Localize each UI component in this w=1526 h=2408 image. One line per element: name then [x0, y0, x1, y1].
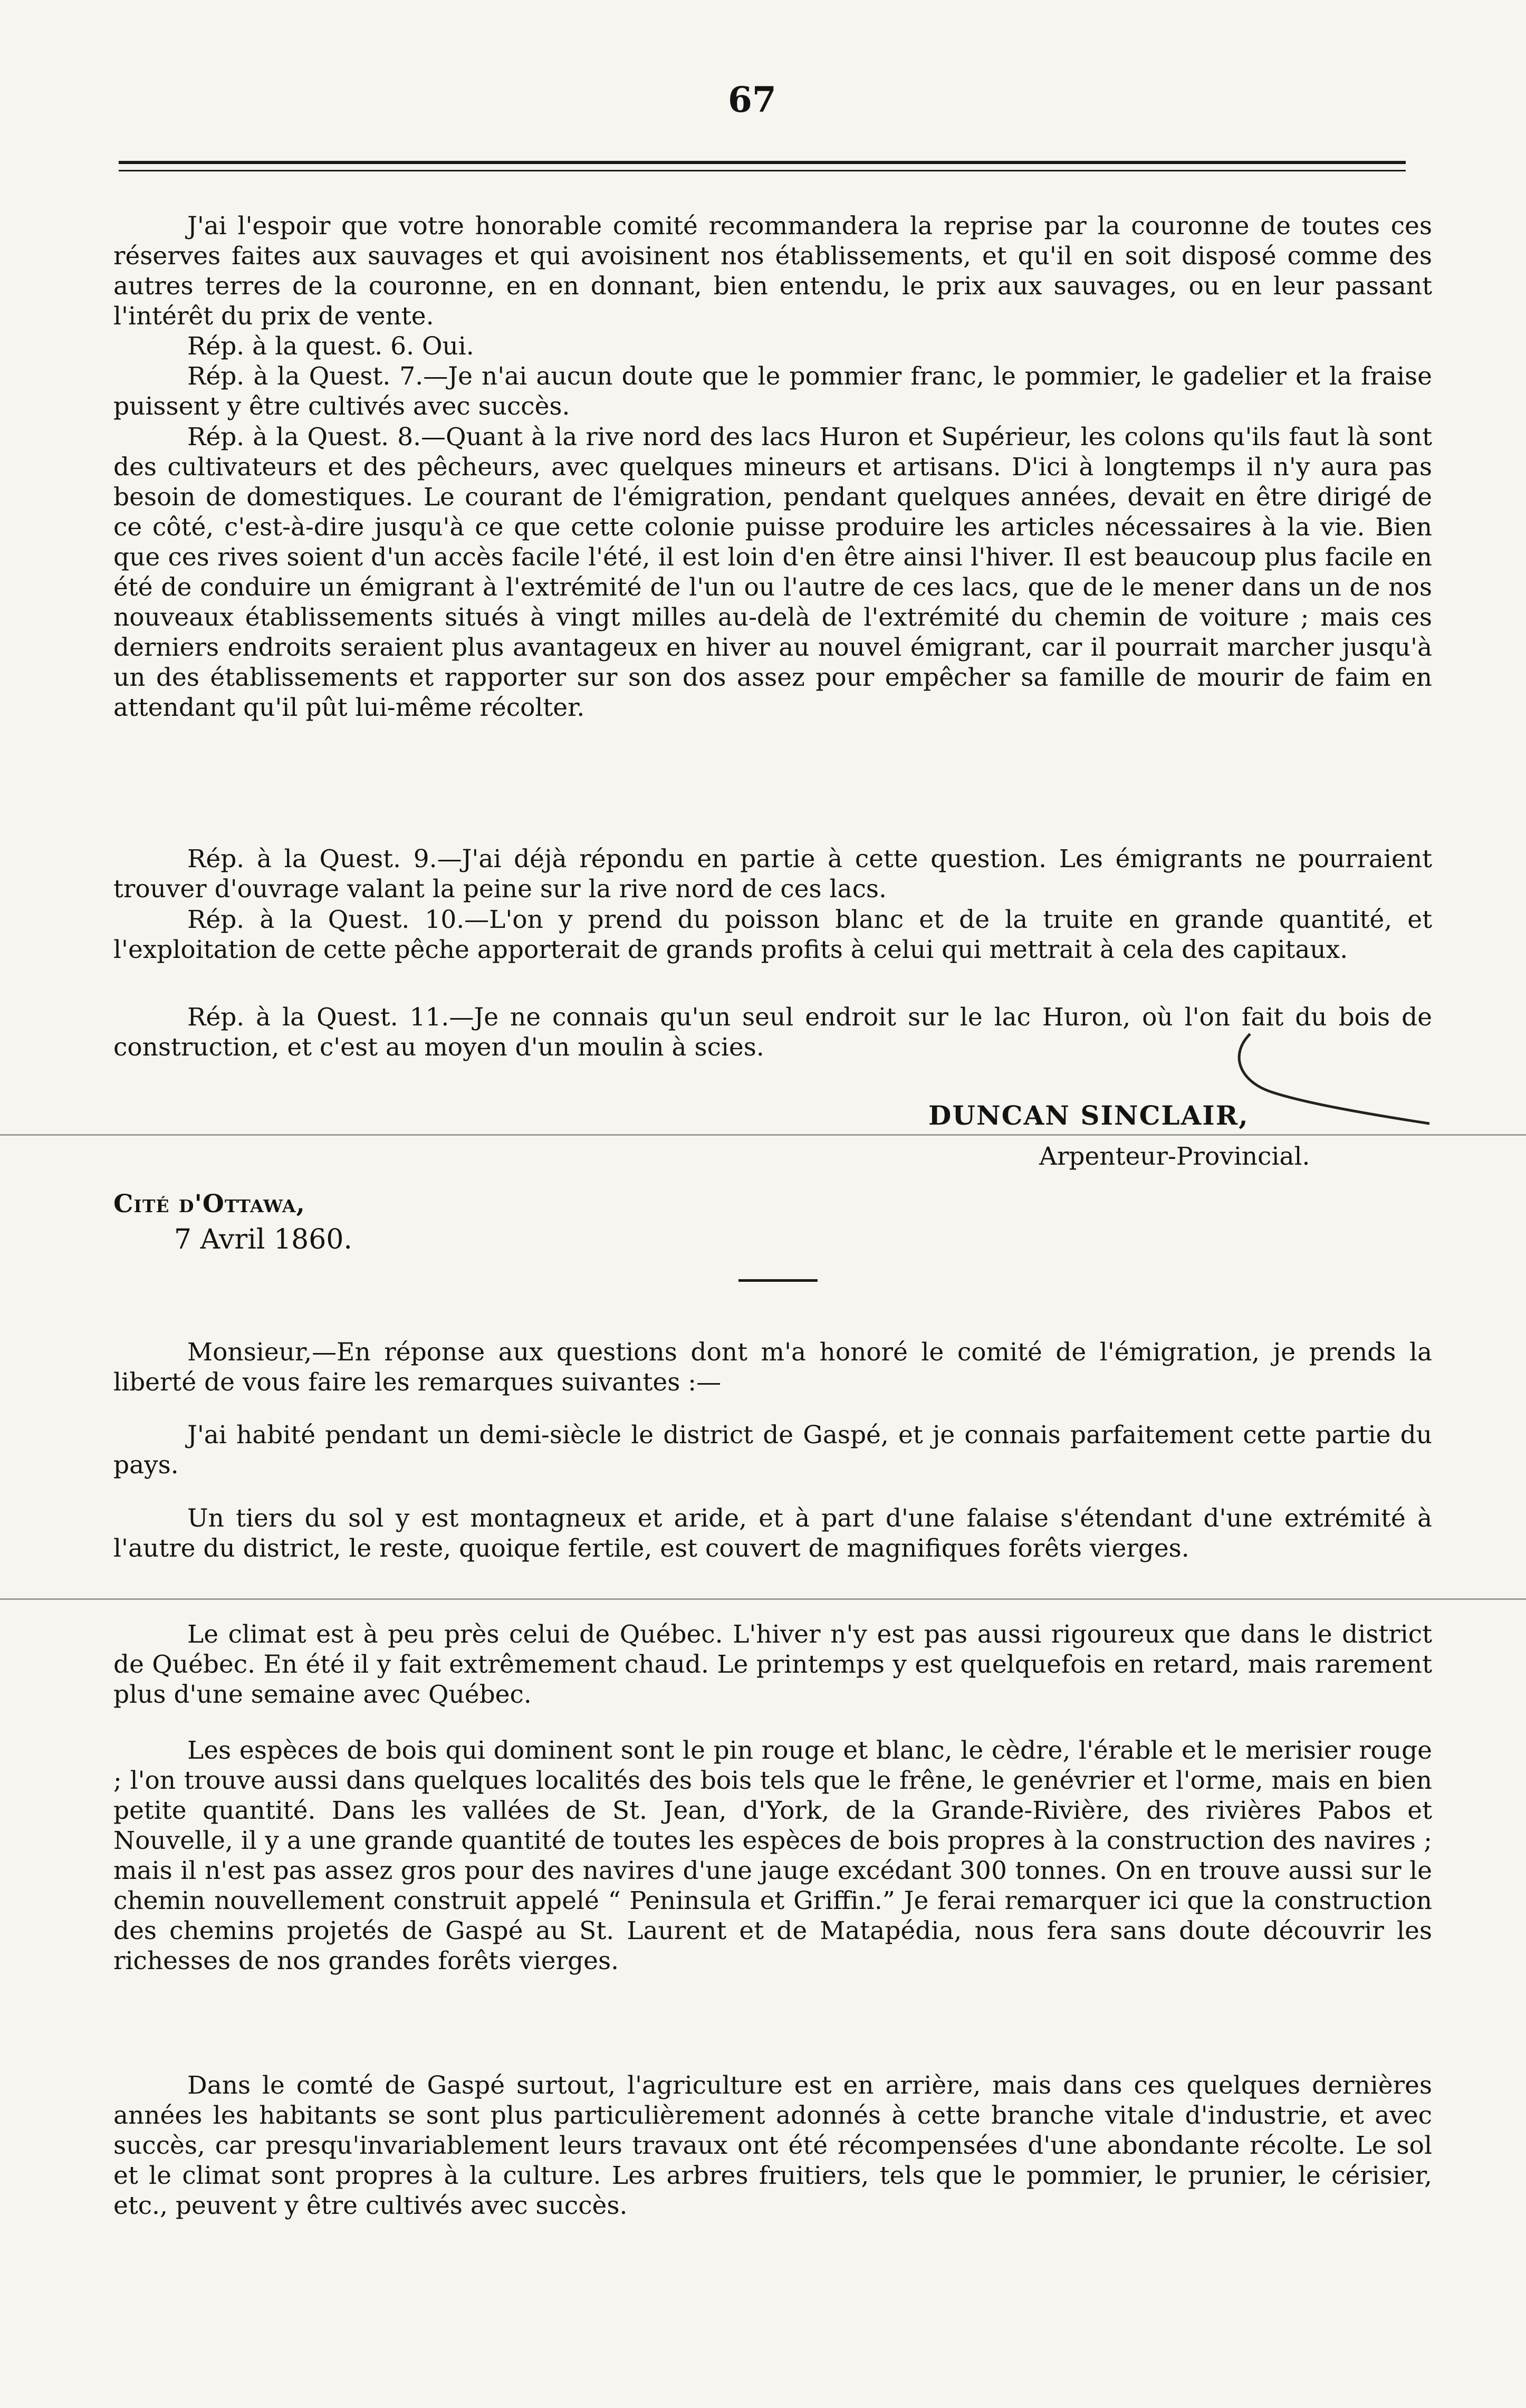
section-separator: [738, 1279, 818, 1282]
fold-line: [0, 1598, 1526, 1600]
header-rule-thick: [119, 161, 1406, 164]
answer-7: Rép. à la Quest. 7.—Je n'ai aucun doute que le pommier franc, le pommier, le gadelier et la fraise puissent y être cultivés avec succès.: [113, 362, 1432, 421]
answer-11: Rép. à la Quest. 11.—Je ne connais qu'un seul endroit sur le lac Huron, où l'on fait du bois de construction, et c'est au moyen d'un moulin à scies.: [113, 1003, 1432, 1062]
pen-flourish-icon: [1229, 1023, 1440, 1129]
answer-6: Rép. à la quest. 6. Oui.: [187, 332, 474, 361]
header-rule-thin: [119, 170, 1406, 171]
signature-name: DUNCAN SINCLAIR,: [928, 1100, 1249, 1131]
paragraph-terrain: Un tiers du sol y est montagneux et aride, et à part d'une falaise s'étendant d'une extrémité à l'autre du district, le reste, quoique fertile, est couvert de magnifiques forêts vierges.: [113, 1504, 1432, 1563]
fold-line: [0, 1134, 1526, 1136]
answer-10: Rép. à la Quest. 10.—L'on y prend du poisson blanc et de la truite en grande quantité, et l'exploitation de cette pêche apporterait de grands profits à celui qui mettrait à cela des capitaux.: [113, 905, 1432, 964]
page-number: 67: [728, 79, 776, 120]
paragraph-habitation: J'ai habité pendant un demi-siècle le district de Gaspé, et je connais parfaitement cette partie du pays.: [113, 1421, 1432, 1480]
paragraph-climat: Le climat est à peu près celui de Québec. L'hiver n'y est pas aussi rigoureux que dans le district de Québec. En été il y fait extrêmement chaud. Le printemps y est quelquefois en retard, mais rarement plus d'une semaine avec Québec.: [113, 1620, 1432, 1709]
answer-8: Rép. à la Quest. 8.—Quant à la rive nord des lacs Huron et Supérieur, les colons qu'ils faut là sont des cultivateurs et des pêcheurs, avec quelques mineurs et artisans. D'ici à longtemps il n'y aura pas besoin de domestiques. Le courant de l'émigration, pendant quelques années, devait en être dirigé de ce côté, c'est-à-dire jusqu'à ce que cette colonie puisse produire les articles nécessaires à la vie. Bien que ces rives soient d'un accès facile l'été, il est loin d'en être ainsi l'hiver. Il est beaucoup plus facile en été de conduire un émigrant à l'extrémité de l'un ou l'autre de ces lacs, que de le mener dans un de nos nouveaux établissements situés à vingt milles au-delà de l'extrémité du chemin de voiture ; mais ces derniers endroits seraient plus avantageux en hiver au nouvel émigrant, car il pourrait marcher jusqu'à un des établissements et rapporter sur son dos assez pour empêcher sa famille de mourir de faim en attendant qu'il pût lui-même récolter.: [113, 423, 1432, 722]
paragraph-agriculture: Dans le comté de Gaspé surtout, l'agriculture est en arrière, mais dans ces quelques dernières années les habitants se sont plus particulièrement adonnés à cette branche vitale d'industrie, et avec succès, car presqu'invariablement leurs travaux ont été récompensées d'une abondante récolte. Le sol et le climat sont propres à la culture. Les arbres fruitiers, tels que le pommier, le prunier, le cérisier, etc., peuvent y être cultivés avec succès.: [113, 2071, 1432, 2220]
paragraph-bois: Les espèces de bois qui dominent sont le pin rouge et blanc, le cèdre, l'érable et le merisier rouge ; l'on trouve aussi dans quelques localités des bois tels que le frêne, le genévrier et l'orme, mais en bien petite quantité. Dans les vallées de St. Jean, d'York, de la Grande-Rivière, des rivières Pabos et Nouvelle, il y a une grande quantité de toutes les espèces de bois propres à la construction des navires ; mais il n'est pas assez gros pour des navires d'une jauge excédant 300 tonnes. On en trouve aussi sur le chemin nouvellement construit appelé “ Peninsula et Griffin.” Je ferai remarquer ici que la construction des chemins projetés de Gaspé au St. Laurent et de Matapédia, nous fera sans doute découvrir les richesses de nos grandes forêts vierges.: [113, 1736, 1432, 1975]
paragraph-intro: J'ai l'espoir que votre honorable comité recommandera la reprise par la couronne de toutes ces réserves faites aux sauvages et qui avoisinent nos établissements, et qu'il en soit disposé comme des autres terres de la couronne, en en donnant, bien entendu, le prix aux sauvages, ou en leur passant l'intérêt du prix de vente.: [113, 212, 1432, 331]
answer-9: Rép. à la Quest. 9.—J'ai déjà répondu en partie à cette question. Les émigrants ne pourraient trouver d'ouvrage valant la peine sur la rive nord de ces lacs.: [113, 845, 1432, 904]
letter-date: 7 Avril 1860.: [174, 1224, 352, 1255]
signature-title: Arpenteur-Provincial.: [1039, 1142, 1310, 1171]
letter-place: Cité d'Ottawa,: [113, 1189, 305, 1219]
salutation-paragraph: Monsieur,—En réponse aux questions dont m'a honoré le comité de l'émigration, je prends la liberté de vous faire les remarques suivantes :—: [113, 1338, 1432, 1397]
